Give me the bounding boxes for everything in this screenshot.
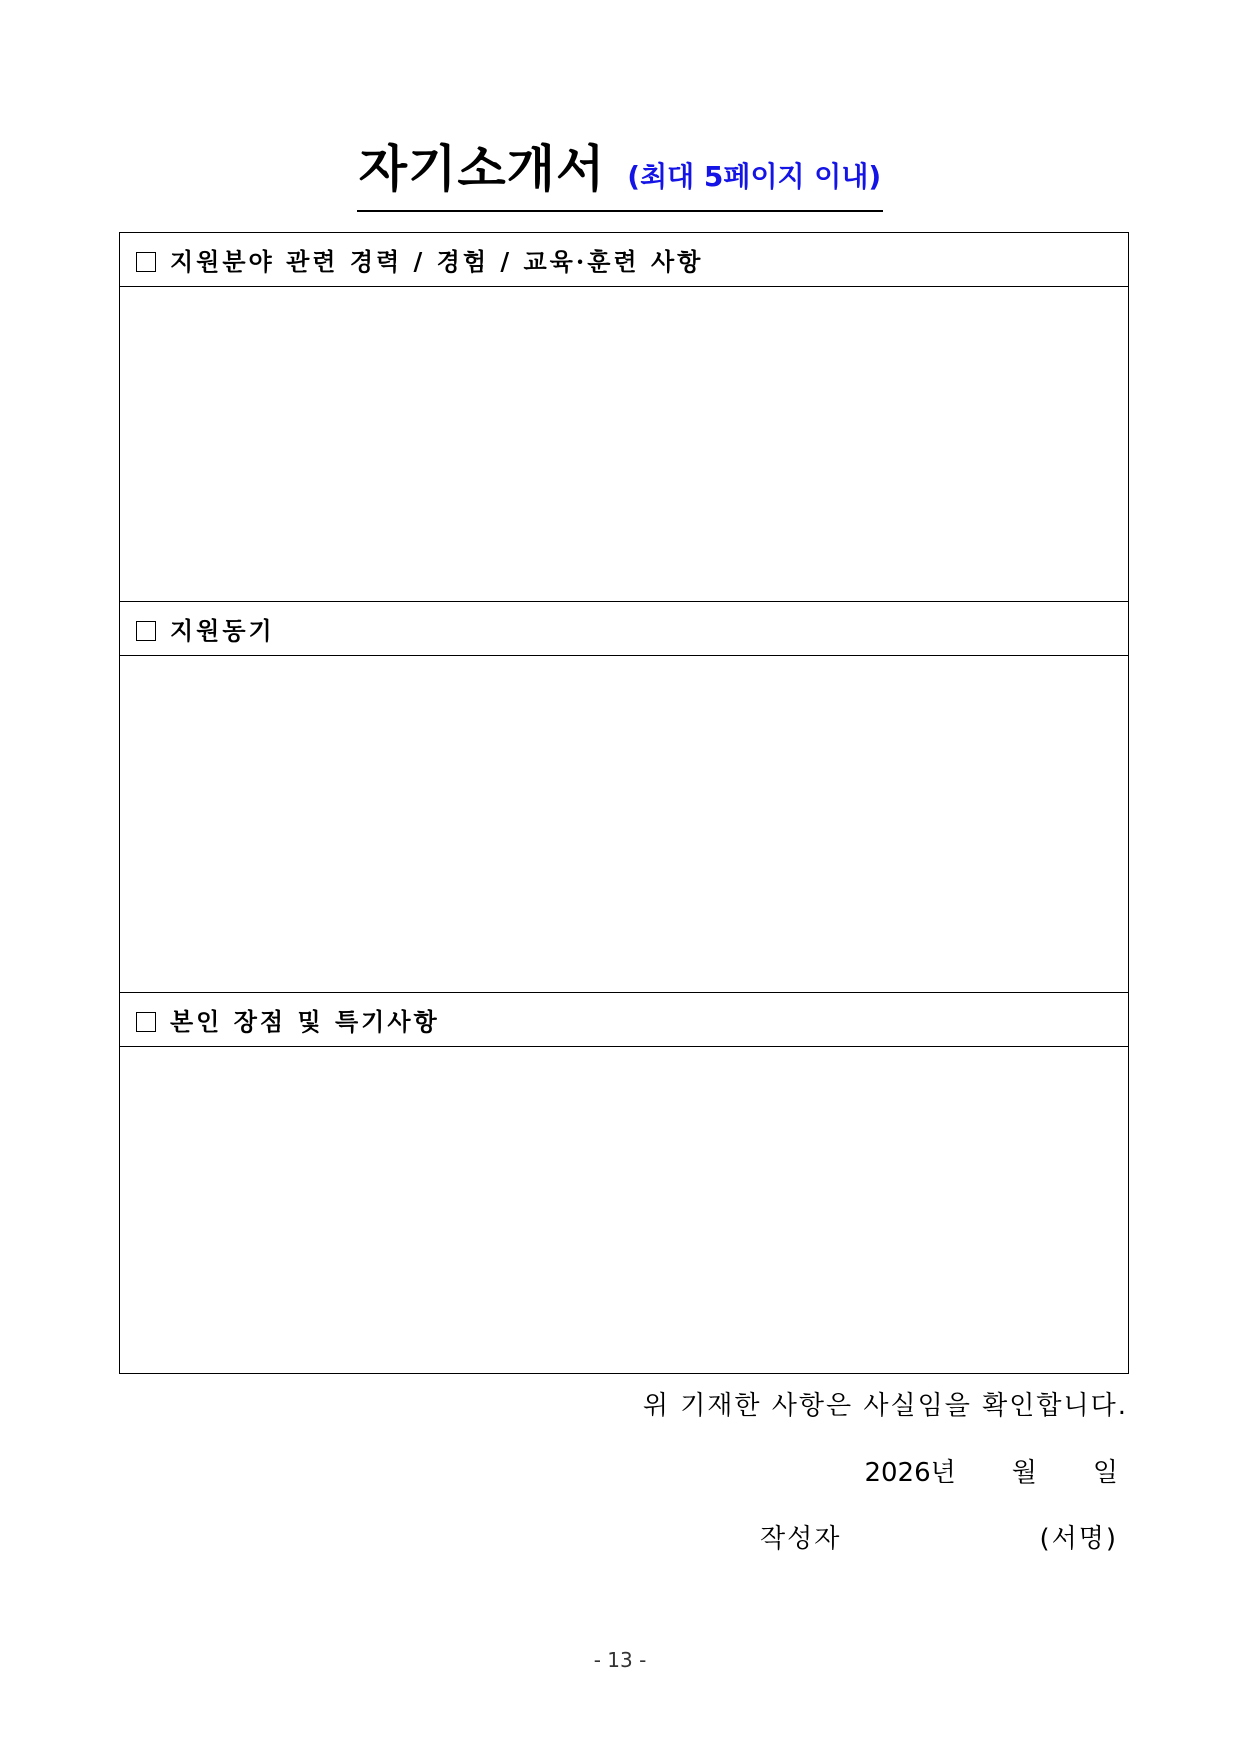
section-heading-strengths bbox=[120, 993, 1129, 1047]
section-heading-motivation bbox=[120, 602, 1129, 656]
section-heading-label: 본인 장점 및 특기사항 bbox=[170, 1007, 440, 1036]
section-body-strengths[interactable] bbox=[120, 1047, 1129, 1374]
self-introduction-form bbox=[119, 232, 1129, 1374]
date-line bbox=[864, 1452, 1118, 1489]
section-body-motivation[interactable] bbox=[120, 656, 1129, 993]
signature-label: (서명) bbox=[1039, 1524, 1118, 1554]
confirmation-statement: 위 기재한 사항은 사실임을 확인합니다. bbox=[642, 1391, 1128, 1421]
title-underline bbox=[357, 140, 883, 212]
section-heading-career bbox=[120, 233, 1129, 287]
section-heading-label: 지원분야 관련 경력 / 경험 / 교육·훈련 사항 bbox=[170, 247, 704, 276]
checkbox-icon bbox=[136, 1012, 156, 1032]
date-year: 2026년 bbox=[864, 1458, 956, 1488]
title-main: 자기소개서 bbox=[358, 140, 606, 198]
section-heading-label: 지원동기 bbox=[170, 616, 275, 645]
date-month: 월 bbox=[1011, 1458, 1037, 1488]
checkbox-icon bbox=[136, 252, 156, 272]
document-title bbox=[0, 140, 1240, 212]
title-sub: (최대 5페이지 이내) bbox=[627, 160, 882, 193]
page-number: - 13 - bbox=[593, 1648, 647, 1672]
section-body-career[interactable] bbox=[120, 287, 1129, 602]
checkbox-icon bbox=[136, 621, 156, 641]
writer-label: 작성자 bbox=[760, 1524, 842, 1554]
date-day: 일 bbox=[1092, 1458, 1118, 1488]
